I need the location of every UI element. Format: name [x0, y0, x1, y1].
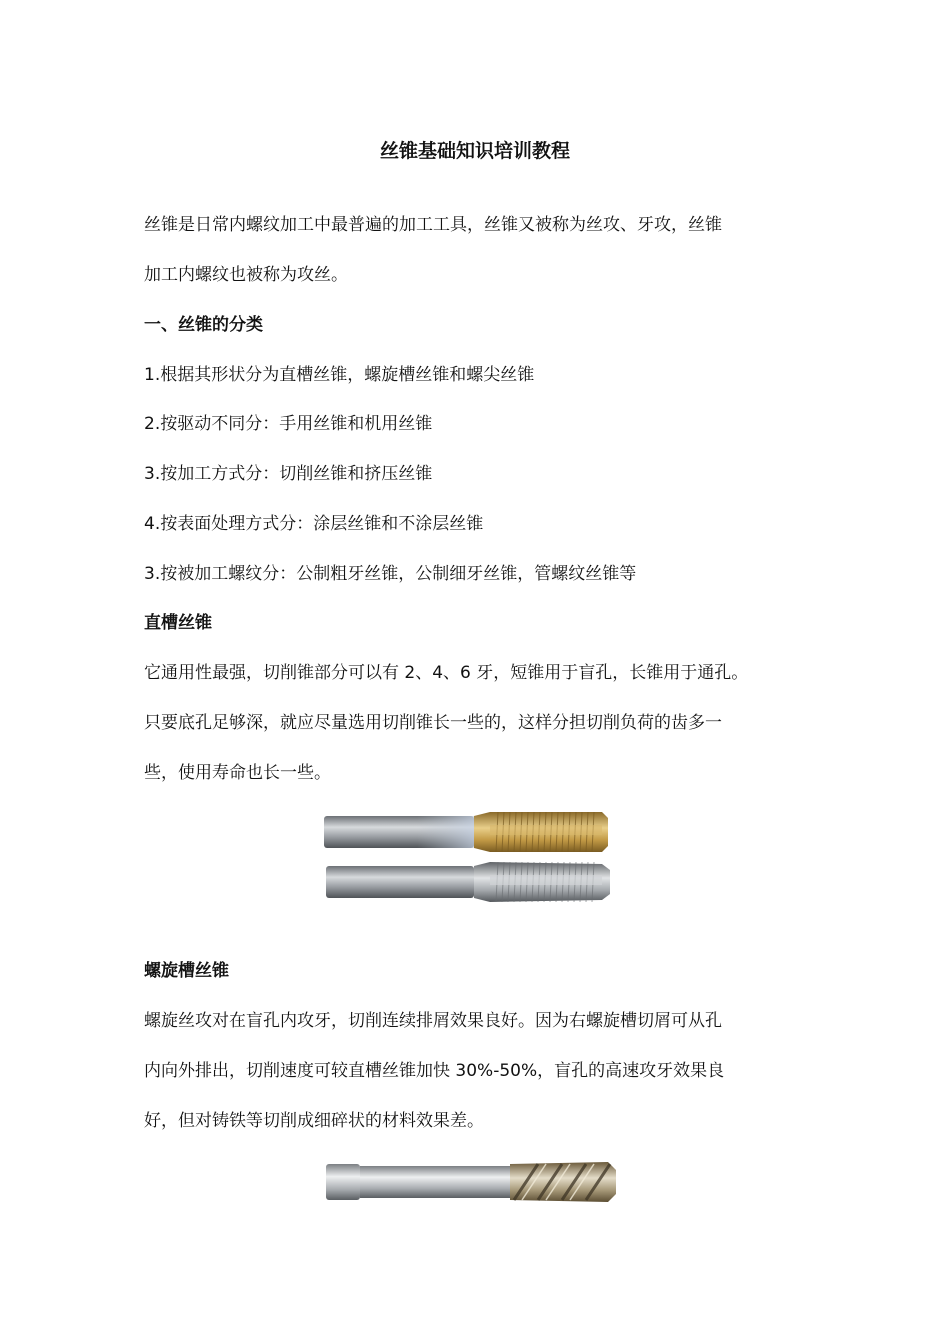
classification-item-2: 2.按驱动不同分：手用丝锥和机用丝锥 [144, 414, 433, 434]
classification-item-4: 4.按表面处理方式分：涂层丝锥和不涂层丝锥 [144, 514, 484, 534]
classification-item-1: 1.根据其形状分为直槽丝锥，螺旋槽丝锥和螺尖丝锥 [144, 365, 535, 385]
straight-line-3: 些，使用寿命也长一些。 [144, 763, 331, 783]
straight-flute-tap-image [322, 808, 612, 908]
straight-line-2: 只要底孔足够深，就应尽量选用切削锥长一些的，这样分担切削负荷的齿多一 [144, 713, 722, 733]
spiral-line-3: 好，但对铸铁等切削成细碎状的材料效果差。 [144, 1111, 484, 1131]
section-heading-classification: 一、丝锥的分类 [144, 315, 263, 335]
classification-item-5: 3.按被加工螺纹分：公制粗牙丝锥，公制细牙丝锥，管螺纹丝锥等 [144, 564, 637, 584]
spiral-line-2: 内向外排出，切削速度可较直槽丝锥加快 30%-50%，盲孔的高速攻牙效果良 [144, 1061, 725, 1081]
spiral-flute-tap-image [324, 1154, 618, 1210]
straight-line-1: 它通用性最强，切削锥部分可以有 2、4、6 牙，短锥用于盲孔，长锥用于通孔。 [144, 663, 749, 683]
intro-line-1: 丝锥是日常内螺纹加工中最普遍的加工工具，丝锥又被称为丝攻、牙攻，丝锥 [144, 215, 722, 235]
intro-line-2: 加工内螺纹也被称为攻丝。 [144, 265, 348, 285]
spiral-line-1: 螺旋丝攻对在盲孔内攻牙，切削连续排屑效果良好。因为右螺旋槽切屑可从孔 [144, 1011, 722, 1031]
page-title: 丝锥基础知识培训教程 [379, 140, 570, 162]
classification-item-3: 3.按加工方式分：切削丝锥和挤压丝锥 [144, 464, 433, 484]
heading-straight-flute-tap: 直槽丝锥 [144, 613, 212, 633]
heading-spiral-flute-tap: 螺旋槽丝锥 [144, 961, 229, 981]
